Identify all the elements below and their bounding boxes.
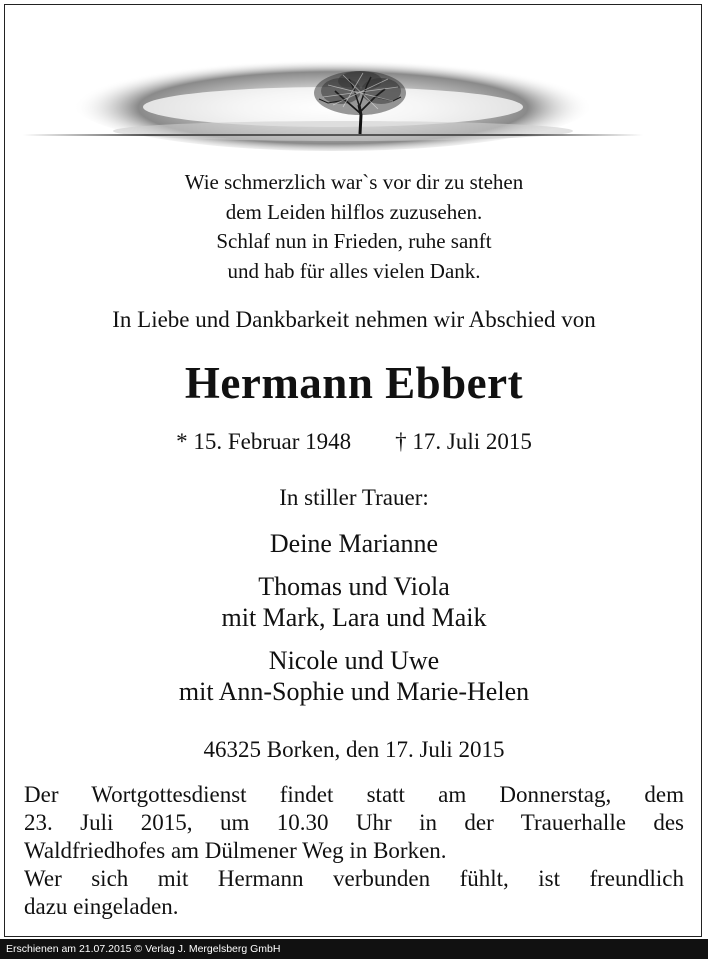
family-group xyxy=(5,528,703,560)
mourning-label: In stiller Trauer: xyxy=(279,485,429,510)
family-line: mit Ann-Sophie und Marie-Helen xyxy=(178,677,530,706)
tree-on-horizon-icon xyxy=(23,45,643,155)
poem xyxy=(5,168,703,286)
life-dates xyxy=(5,429,703,455)
poem-line: Wie schmerzlich war`s vor dir zu stehen xyxy=(184,170,524,194)
poem-line: und hab für alles vielen Dank. xyxy=(227,258,481,283)
publication-footer: Erschienen am 21.07.2015 © Verlag J. Mergelsberg GmbH xyxy=(0,939,708,959)
intro-text: In Liebe und Dankbarkeit nehmen wir Abschied von xyxy=(112,307,596,332)
obituary-notice xyxy=(4,4,702,937)
poem-line: dem Leiden hilflos zuzusehen. xyxy=(225,199,483,224)
family-group xyxy=(5,571,703,634)
service-info xyxy=(24,781,684,921)
family-line: Nicole und Uwe xyxy=(268,645,440,675)
family-line: mit Mark, Lara und Maik xyxy=(221,603,487,632)
family-line: Deine Marianne xyxy=(269,529,439,558)
service-line: Waldfriedhofes am Dülmener Weg in Borken. xyxy=(24,838,447,863)
birth-date: * 15. Februar 1948 xyxy=(176,429,352,454)
poem-line: Schlaf nun in Frieden, ruhe sanft xyxy=(216,229,492,253)
family-list xyxy=(5,528,703,719)
deceased-name: Hermann Ebbert xyxy=(184,358,524,408)
death-date: † 17. Juli 2015 xyxy=(395,429,532,454)
service-line: dazu eingeladen. xyxy=(24,894,179,919)
service-line: 23. Juli 2015, um 10.30 Uhr in der Trauerhalle des xyxy=(24,810,684,835)
place-date: 46325 Borken, den 17. Juli 2015 xyxy=(203,737,505,762)
service-line: Der Wortgottesdienst findet statt am Donnerstag, dem xyxy=(24,782,684,807)
family-group xyxy=(5,645,703,708)
service-line: Wer sich mit Hermann verbunden fühlt, ist freundlich xyxy=(24,866,684,891)
family-line: Thomas und Viola xyxy=(258,571,450,601)
